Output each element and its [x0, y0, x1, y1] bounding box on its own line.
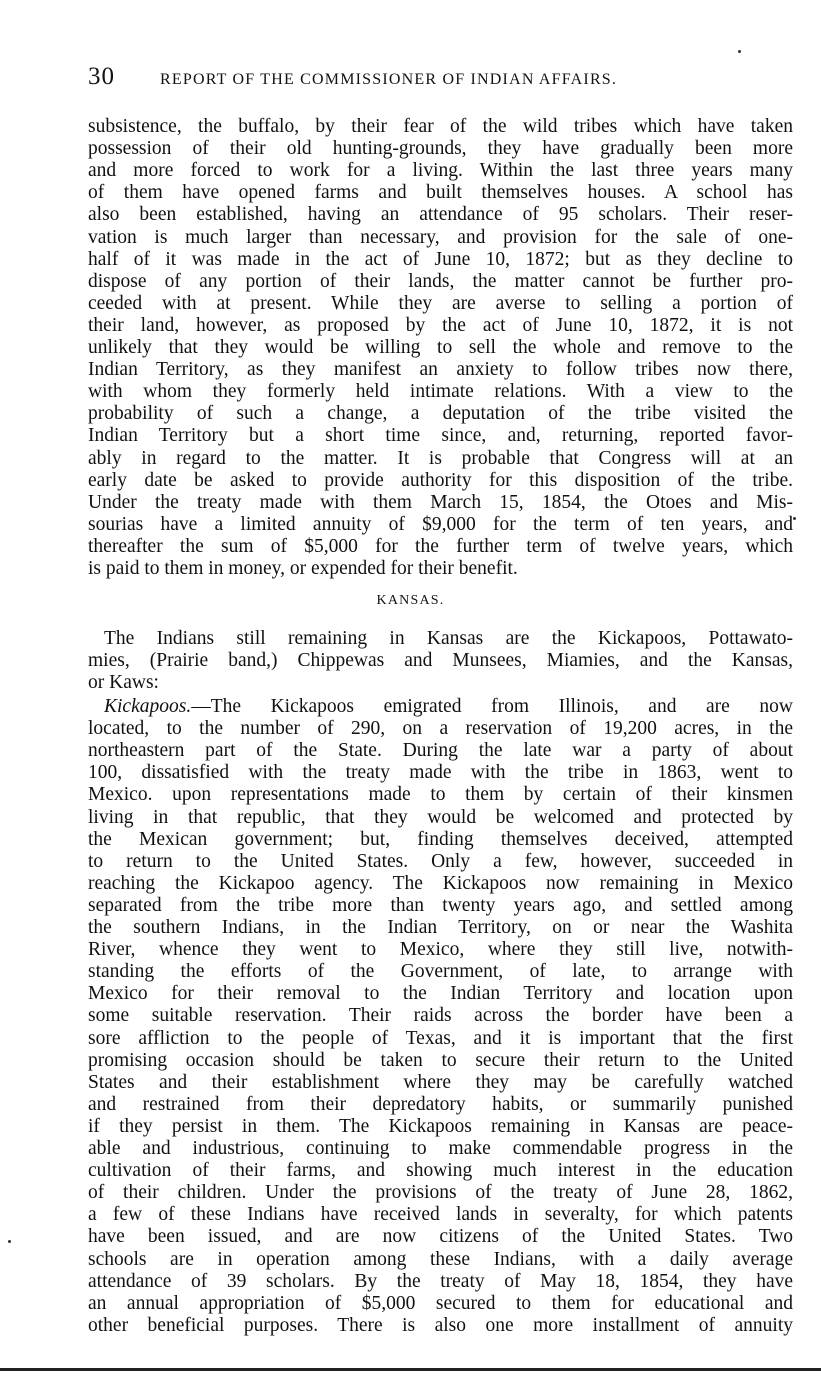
page-bottom-edge: [0, 1368, 821, 1371]
text-line: Under the treaty made with them March 15, 1854, the Otoes and Mis-: [88, 491, 793, 513]
text-line: dispose of any portion of their lands, the matter cannot be further pro-: [88, 270, 793, 292]
text-line: living in that republic, that they would be welcomed and protected by: [88, 806, 793, 828]
text-line: if they persist in them. The Kickapoos remaining in Kansas are peace-: [88, 1115, 793, 1137]
text-line: Mexico for their removal to the Indian Territory and location upon: [88, 983, 793, 1005]
text-line: able and industrious, continuing to make commendable progress in the: [88, 1138, 793, 1159]
text-line: also been established, having an attendance of 95 scholars. Their reser-: [88, 204, 793, 226]
text-line: reaching the Kickapoo agency. The Kickapoos now remaining in Mexico: [88, 872, 793, 894]
text-line: Indian Territory but a short time since, and, returning, reported favor-: [88, 425, 793, 447]
print-speck: [793, 517, 796, 520]
text-line: vation is much larger than necessary, and provision for the sale of one-: [88, 226, 793, 248]
text-line: cultivation of their farms, and showing much interest in the education: [88, 1160, 793, 1182]
text-line: other beneficial purposes. There is also one more installment of annuity: [88, 1314, 793, 1336]
text-line: ably in regard to the matter. It is probable that Congress will at an: [88, 447, 793, 469]
text-line: half of it was made in the act of June 10, 1872; but as they decline to: [88, 248, 793, 270]
text-line: is paid to them in money, or expended for their benefit.: [88, 558, 518, 579]
print-speck: [8, 1240, 11, 1243]
text-line: some suitable reservation. Their raids across the border have been a: [88, 1005, 793, 1027]
text-line: of their children. Under the provisions of the treaty of June 28, 1862,: [88, 1182, 793, 1204]
text-line: an annual appropriation of $5,000 secured to them for educational and: [88, 1292, 793, 1314]
text-line: The Indians still remaining in Kansas are the Kickapoos, Pottawato-: [104, 628, 793, 649]
text-line: sourias have a limited annuity of $9,000 for the term of ten years, and: [88, 513, 793, 535]
text-line: and restrained from their depredatory habits, or summarily punished: [88, 1093, 793, 1115]
text-line: schools are in operation among these Indians, with a daily average: [88, 1248, 793, 1270]
text-line: of them have opened farms and built themselves houses. A school has: [88, 182, 793, 204]
page-header: [88, 63, 728, 95]
text-line: probability of such a change, a deputation of the tribe visited the: [88, 403, 793, 425]
text-line: sore affliction to the people of Texas, and it is important that the first: [88, 1027, 793, 1049]
text-line: with whom they formerly held intimate relations. With a view to the: [88, 381, 793, 403]
text-line: separated from the tribe more than twenty years ago, and settled among: [88, 894, 793, 916]
text-line: and more forced to work for a living. Within the last three years many: [88, 160, 793, 182]
text-line: mies, (Prairie band,) Chippewas and Munsees, Miamies, and the Kansas,: [88, 650, 793, 672]
text-line: thereafter the sum of $5,000 for the further term of twelve years, which: [88, 535, 793, 557]
text-line: [104, 696, 793, 718]
section-heading-kansas: KANSAS.: [376, 593, 445, 608]
text-line: located, to the number of 290, on a reservation of 19,200 acres, in the: [88, 718, 793, 740]
text-line: northeastern part of the State. During the late war a party of about: [88, 740, 793, 762]
text-line: have been issued, and are now citizens of the United States. Two: [88, 1226, 793, 1248]
text-line: the southern Indians, in the Indian Territory, on or near the Washita: [88, 917, 793, 938]
text-line: States and their establishment where they may be carefully watched: [88, 1071, 793, 1093]
text-line: unlikely that they would be willing to sell the whole and remove to the: [88, 337, 793, 358]
page-number: 30: [88, 63, 115, 90]
text-line: a few of these Indians have received lands in severalty, for which patents: [88, 1204, 793, 1226]
text-line: ceeded with at present. While they are averse to selling a portion of: [88, 292, 793, 314]
text-line: or Kaws:: [88, 672, 159, 694]
text-line: standing the efforts of the Government, of late, to arrange with: [88, 961, 793, 983]
text-line: subsistence, the buffalo, by their fear of the wild tribes which have taken: [88, 116, 793, 137]
text-line: Indian Territory, as they manifest an anxiety to follow tribes now there,: [88, 359, 793, 381]
text-line: River, whence they went to Mexico, where they still live, notwith-: [88, 939, 793, 961]
kickapoos-first-line-rest: —The Kickapoos emigrated from Illinois, and are now: [191, 696, 793, 717]
running-title: REPORT OF THE COMMISSIONER OF INDIAN AFFAIRS.: [160, 71, 618, 88]
text-line: 100, dissatisfied with the treaty made with the tribe in 1863, went to: [88, 762, 793, 784]
text-line: the Mexican government; but, finding themselves deceived, attempted: [88, 828, 793, 850]
text-line: attendance of 39 scholars. By the treaty of May 18, 1854, they have: [88, 1270, 793, 1292]
text-line: their land, however, as proposed by the act of June 10, 1872, it is not: [88, 314, 793, 336]
text-line: early date be asked to provide authority for this disposition of the tribe.: [88, 469, 793, 491]
print-speck: [738, 50, 741, 53]
text-line: possession of their old hunting-grounds, they have gradually been more: [88, 138, 793, 160]
text-line: promising occasion should be taken to secure their return to the United: [88, 1049, 793, 1071]
text-line: Mexico. upon representations made to them by certain of their kinsmen: [88, 784, 793, 806]
text-line: to return to the United States. Only a few, however, succeeded in: [88, 850, 793, 872]
kickapoos-lead-in: Kickapoos.: [104, 696, 192, 717]
